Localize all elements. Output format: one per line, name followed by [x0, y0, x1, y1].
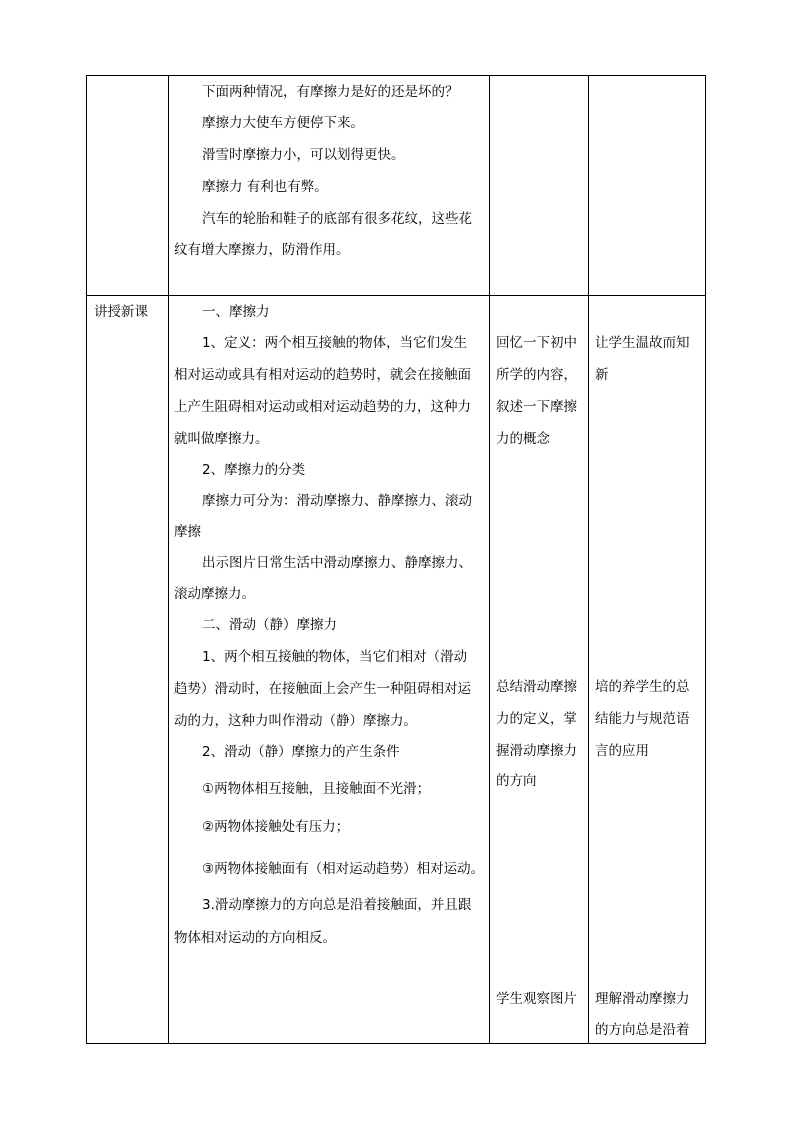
design-intent-line: 新 [595, 367, 609, 383]
student-activity-line: 力的概念 [496, 431, 550, 447]
section-heading: 2、滑动（静）摩擦力的产生条件 [202, 744, 400, 760]
text-line: 上产生阻碍相对运动或相对运动趋势的力，这种力 [174, 399, 471, 415]
lesson-plan-table [86, 75, 706, 1044]
text-line: 3.滑动摩擦力的方向总是沿着接触面，并且跟 [202, 897, 472, 913]
text-line: 物体相对运动的方向相反。 [174, 930, 336, 946]
section-heading: 2、摩擦力的分类 [202, 462, 306, 478]
text-line: 滚动摩擦力。 [174, 586, 255, 602]
text-line: 相对运动或具有相对运动的趋势时，就会在接触面 [174, 367, 471, 383]
student-activity-line: 力的定义，掌 [496, 711, 577, 727]
section-heading: 二、滑动（静）摩擦力 [202, 617, 337, 633]
design-intent-line: 言的应用 [595, 743, 649, 759]
student-activity-line: 总结滑动摩擦 [496, 679, 577, 695]
section-heading: 一、摩擦力 [202, 304, 270, 320]
text-line: 纹有增大摩擦力，防滑作用。 [174, 242, 350, 258]
text-line: 趋势）滑动时，在接触面上会产生一种阻碍相对运 [174, 681, 471, 697]
row-divider [87, 295, 705, 296]
student-activity-line: 握滑动摩擦力 [496, 743, 577, 759]
student-activity-line: 回忆一下初中 [496, 335, 577, 351]
text-line: 就叫做摩擦力。 [174, 431, 269, 447]
design-intent-line: 的方向总是沿着 [595, 1022, 690, 1038]
design-intent-line: 培的养学生的总 [595, 679, 690, 695]
design-intent-line: 让学生温故而知 [595, 335, 690, 351]
text-line: 摩擦 [174, 524, 201, 540]
text-line: ②两物体接触处有压力； [202, 819, 350, 835]
text-line: 下面两种情况，有摩擦力是好的还是坏的？ [202, 84, 459, 100]
text-line: 摩擦力 有利也有弊。 [202, 179, 328, 195]
column-divider [588, 76, 589, 1043]
text-line: 1、定义：两个相互接触的物体，当它们发生 [202, 335, 468, 351]
student-activity-line: 所学的内容， [496, 367, 577, 383]
student-activity-line: 的方向 [496, 773, 537, 789]
column-divider [489, 76, 490, 1043]
column-divider [168, 76, 169, 1043]
text-line: 滑雪时摩擦力小，可以划得更快。 [202, 147, 405, 163]
design-intent-line: 理解滑动摩擦力 [595, 991, 690, 1007]
text-line: ①两物体相互接触，且接触面不光滑； [202, 781, 431, 797]
text-line: 汽车的轮胎和鞋子的底部有很多花纹，这些花 [202, 211, 472, 227]
text-line: ③两物体接触面有（相对运动趋势）相对运动。 [202, 861, 485, 877]
text-line: 动的力，这种力叫作滑动（静）摩擦力。 [174, 713, 417, 729]
design-intent-line: 结能力与规范语 [595, 711, 690, 727]
student-activity-line: 叙述一下摩擦 [496, 399, 577, 415]
text-line: 1、两个相互接触的物体，当它们相对（滑动 [202, 649, 468, 665]
student-activity-line: 学生观察图片 [496, 991, 577, 1007]
text-line: 出示图片日常生活中滑动摩擦力、静摩擦力、 [202, 555, 472, 571]
text-line: 摩擦力可分为：滑动摩擦力、静摩擦力、滚动 [202, 493, 472, 509]
stage-label: 讲授新课 [94, 304, 148, 320]
text-line: 摩擦力大使车方便停下来。 [202, 115, 364, 131]
